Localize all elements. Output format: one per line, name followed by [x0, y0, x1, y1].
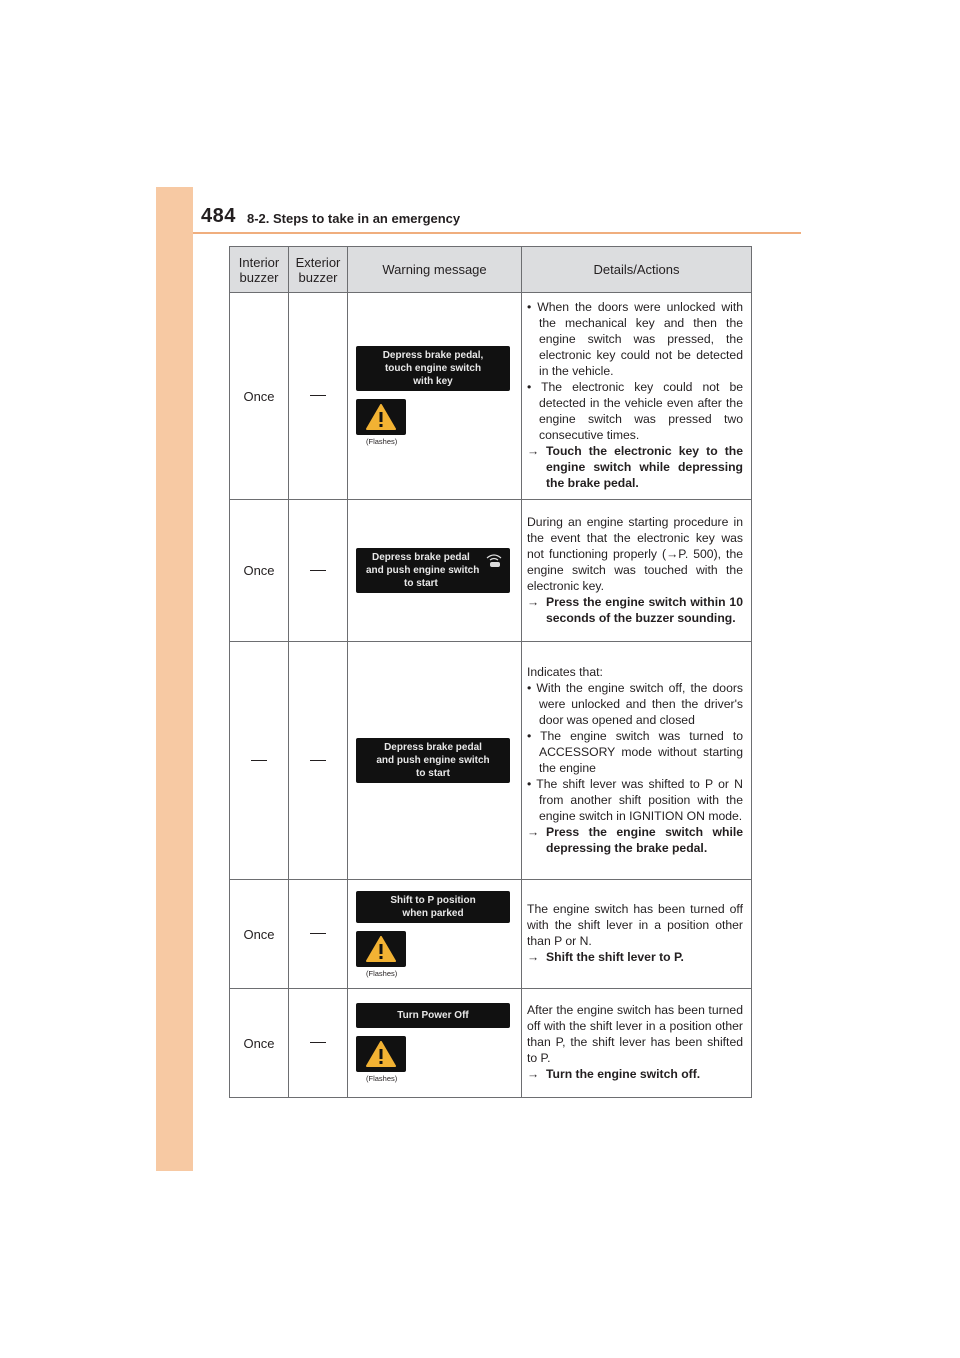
action-label: Touch the electronic key to the engine switch while depressing the brake pedal. [546, 444, 743, 490]
action-label: Press the engine switch within 10 seconds of the buzzer sounding. [546, 594, 743, 625]
page-header [193, 187, 801, 235]
arrow-icon: → [527, 824, 540, 839]
warning-message-display [356, 1003, 510, 1028]
dash-mark [310, 933, 326, 934]
message-line: Depress brake pedal [384, 742, 482, 753]
flashes-label: (Flashes) [366, 1074, 398, 1083]
table-row [230, 880, 752, 989]
dash-mark [310, 760, 326, 761]
action-text [527, 1066, 743, 1082]
table-header-row [230, 247, 752, 293]
arrow-icon: → [527, 444, 540, 458]
header-warning-message: Warning message [348, 247, 522, 293]
detail-paragraph: After the engine switch has been turned off with the shift lever in a position other than P, the shift lever has been shifted to P. [527, 1003, 743, 1065]
warning-message-cell [348, 293, 522, 500]
message-line: when parked [402, 907, 464, 919]
dash-mark [310, 1042, 326, 1043]
arrow-icon: → [527, 1067, 540, 1081]
message-line: and push engine switch [376, 755, 490, 766]
header-details-actions: Details/Actions [522, 247, 752, 293]
details-cell [522, 989, 752, 1098]
details-cell [522, 500, 752, 642]
warning-message-cell [348, 880, 522, 989]
exterior-buzzer-cell [289, 500, 348, 642]
detail-bullet: • The electronic key could not be detected in the vehicle even after the engine switch was pressed two consecutive times. [527, 380, 743, 442]
warning-message-cell [348, 642, 522, 880]
detail-intro: Indicates that: [527, 664, 603, 679]
warning-message-cell [348, 989, 522, 1098]
message-line: Shift to P position [390, 894, 476, 906]
action-text [527, 949, 743, 965]
flashes-label: (Flashes) [366, 437, 398, 446]
message-line: Turn Power Off [397, 1010, 469, 1021]
side-tab [156, 187, 193, 1171]
interior-buzzer-cell: Once [230, 880, 289, 989]
section-title: 8-2. Steps to take in an emergency [247, 211, 461, 226]
header-rule [193, 232, 801, 234]
table-row [230, 293, 752, 500]
exterior-buzzer-cell [289, 880, 348, 989]
header-interior-buzzer: Interior buzzer [230, 247, 289, 293]
table-row [230, 642, 752, 880]
message-line: touch engine switch [384, 363, 482, 374]
arrow-icon: → [527, 594, 540, 609]
table-row [230, 989, 752, 1098]
interior-buzzer-cell: Once [230, 500, 289, 642]
detail-bullet: • With the engine switch off, the doors were unlocked and then the driver's door was opened and closed [527, 680, 743, 727]
table-row [230, 500, 752, 642]
message-line: Depress brake pedal [372, 552, 470, 563]
exterior-buzzer-cell [289, 293, 348, 500]
exterior-buzzer-cell [289, 989, 348, 1098]
exterior-buzzer-cell [289, 642, 348, 880]
warning-message-display [356, 346, 510, 391]
flashes-label: (Flashes) [366, 968, 398, 978]
interior-buzzer-cell: Once [230, 989, 289, 1098]
detail-bullet: • When the doors were unlocked with the mechanical key and then the engine switch was pressed, the electronic key could not be detected in the vehicle. [527, 300, 743, 378]
warning-message-display [356, 891, 510, 923]
message-line: to start [404, 578, 438, 589]
header-exterior-buzzer: Exterior buzzer [289, 247, 348, 293]
action-text [527, 824, 743, 856]
details-cell [522, 293, 752, 500]
interior-buzzer-cell [230, 642, 289, 880]
warning-light-icon [356, 931, 406, 967]
details-cell [522, 880, 752, 989]
action-label: Shift the shift lever to P. [546, 950, 684, 964]
message-line: Depress brake pedal, [382, 350, 484, 361]
action-text [527, 594, 743, 626]
action-label: Turn the engine switch off. [546, 1067, 701, 1081]
detail-paragraph: The engine switch has been turned off with the shift lever in a position other than P or N. [527, 902, 743, 948]
warning-table [229, 246, 752, 1098]
dash-mark [310, 395, 326, 396]
electronic-key-icon [484, 552, 504, 568]
dash-mark [310, 570, 326, 571]
warning-message-display [356, 738, 510, 783]
interior-buzzer-cell: Once [230, 293, 289, 500]
page-number: 484 [201, 205, 236, 227]
message-line: and push engine switch [366, 565, 480, 576]
action-text [527, 443, 743, 491]
warning-message-display [356, 548, 510, 593]
message-line: with key [413, 376, 453, 387]
detail-bullet: • The shift lever was shifted to P or N from another shift position with the engine switch in IGNITION ON mode. [527, 776, 743, 823]
action-label: Press the engine switch while depressing the brake pedal. [546, 824, 743, 855]
arrow-icon: → [527, 950, 540, 964]
detail-bullet: • The engine switch was turned to ACCESSORY mode without starting the engine [527, 728, 743, 775]
detail-paragraph: During an engine starting procedure in the event that the electronic key was not functioning properly (→P. 500), the engine switch was touched with the electronic key. [527, 514, 743, 593]
warning-message-cell [348, 500, 522, 642]
details-cell [522, 642, 752, 880]
message-line: to start [416, 768, 450, 779]
dash-mark [251, 760, 267, 761]
warning-light-icon [356, 399, 406, 435]
warning-light-icon [356, 1036, 406, 1072]
